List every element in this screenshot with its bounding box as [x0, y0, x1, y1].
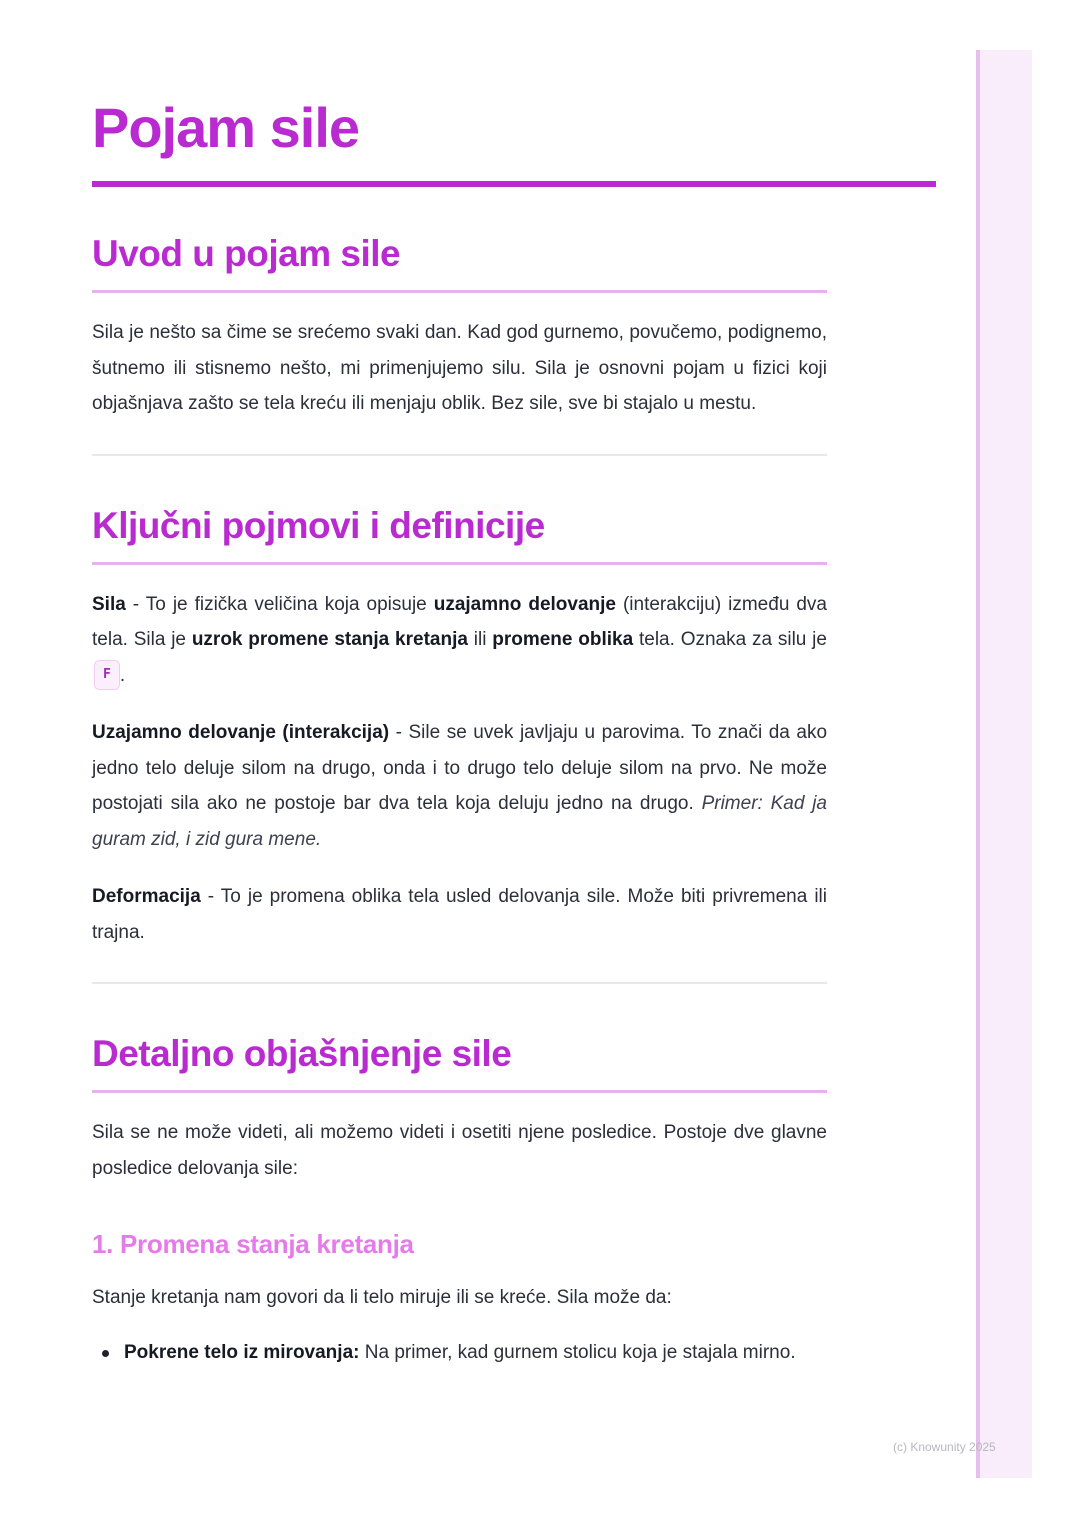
list-item — [124, 1336, 827, 1369]
term: Sila — [92, 593, 126, 615]
section-divider — [92, 454, 827, 456]
item-text: Na primer, kad gurnem stolicu koja je stajala mirno. — [359, 1341, 796, 1363]
text: To je promena oblika tela usled delovanja sile. Može biti privremena ili trajna. — [92, 886, 827, 943]
emphasis: uzrok promene stanja kretanja — [191, 629, 468, 650]
section-divider — [92, 982, 827, 984]
paragraph: Sila je nešto sa čime se srećemo svaki dan. Kad god gurnemo, povučemo, podignemo, šutnemo ili stisnemo nešto, mi primenjujemo silu. Sila je osnovni pojam u fizici koji objašnjava zašto se tela kreću ili menjaju oblik. Bez sile, sve bi stajalo u mestu. — [92, 322, 827, 414]
paragraph: Sila se ne može videti, ali možemo videti i osetiti njene posledice. Postoje dve glavne posledice delovanja sile: — [92, 1122, 827, 1179]
section-heading: Detaljno objašnjenje sile — [92, 1028, 827, 1093]
bullet-icon — [102, 1350, 109, 1357]
spacer — [92, 857, 827, 879]
text: To je fizička veličina koja opisuje — [145, 593, 434, 615]
inline-code-symbol: F — [94, 660, 120, 690]
section-intro — [92, 228, 827, 422]
term: Deformacija — [92, 886, 201, 907]
page-title: Pojam sile — [92, 96, 360, 159]
separator: - — [200, 886, 221, 907]
text: Sile se uvek javljaju u parovima. To znači da ako jedno telo deluje silom na drugo, onda i to drugo telo deluje silom na prvo. Ne može postojati sila ako ne postoje bar dva tela koja deluju jedno na drugo. — [92, 722, 828, 814]
item-label: Pokrene telo iz mirovanja: — [124, 1341, 360, 1363]
definition-interaction — [92, 715, 827, 857]
section-heading: Ključni pojmovi i definicije — [92, 500, 827, 565]
separator: - — [125, 593, 146, 615]
example-text: Primer: Kad ja guram zid, i zid gura mene. — [92, 793, 828, 850]
emphasis: uzajamno delovanje — [433, 593, 616, 615]
section-heading: Uvod u pojam sile — [92, 228, 827, 293]
bullet-list — [92, 1336, 827, 1369]
text: (interakciju) između dva tela. Sila je — [92, 593, 828, 650]
section-key-terms — [92, 500, 827, 951]
title-underline — [92, 181, 936, 187]
document-content — [92, 228, 827, 1369]
section-detailed-explanation — [92, 1028, 827, 1369]
term: Uzajamno delovanje (interakcija) — [92, 722, 390, 743]
definition-sila — [92, 587, 827, 694]
text: tela. Oznaka za silu je — [633, 629, 827, 650]
separator: - — [389, 722, 409, 743]
copyright-footer: (c) Knowunity 2025 — [893, 1440, 996, 1454]
side-decoration-strip — [976, 50, 1032, 1478]
emphasis: promene oblika — [492, 629, 634, 650]
text: . — [119, 664, 126, 686]
text: ili — [467, 629, 493, 650]
paragraph: Stanje kretanja nam govori da li telo miruje ili se kreće. Sila može da: — [92, 1287, 672, 1308]
spacer — [92, 693, 827, 715]
subsection-heading: 1. Promena stanja kretanja — [92, 1229, 414, 1259]
definition-deformation — [92, 879, 827, 950]
